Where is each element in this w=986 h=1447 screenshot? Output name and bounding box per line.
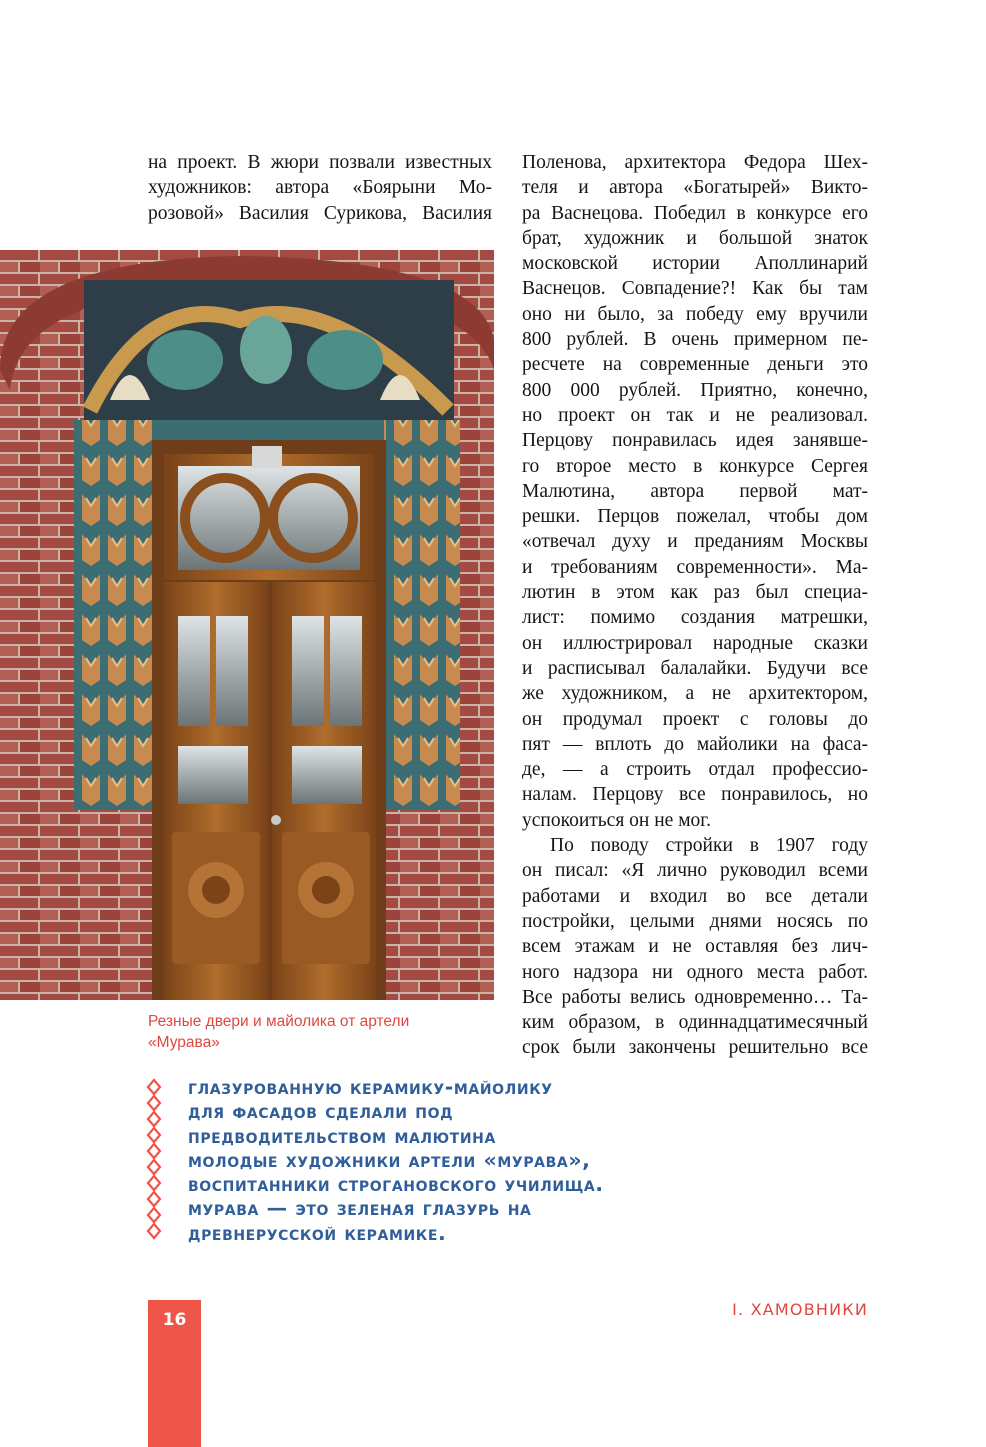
text-line: же художником, а не архитектором, <box>522 683 868 705</box>
quote-line: мурава — это зеленая глазурь на <box>188 1196 532 1221</box>
quote-line: предводительством малютина <box>188 1123 496 1148</box>
diamond-ornament-icon <box>146 1078 162 1244</box>
text-line: срок были закончены решительно все <box>522 1037 868 1059</box>
text-line: розовой» Василия Сурикова, Василия <box>148 202 492 224</box>
left-text-column <box>148 150 492 226</box>
text-line: на проект. В жюри позвали известных <box>148 152 492 173</box>
text-line: По поводу стройки в 1907 году <box>550 835 868 857</box>
quote-line: древнерусской керамике. <box>188 1220 447 1245</box>
text-line: Васнецов. Совпадение?! Как бы там <box>522 278 868 300</box>
text-line: ра Васнецова. Победил в конкурсе его <box>522 202 868 224</box>
text-line: он иллюстрировал народные сказки <box>522 632 868 654</box>
text-line: ресчете на современные деньги это <box>522 354 868 376</box>
text-line: всем этажам и не оставляя без лич- <box>522 936 868 958</box>
door-photo <box>0 250 494 1000</box>
text-line: успокоиться он не мог. <box>522 809 711 831</box>
text-line: и требованиям современности». Ма- <box>522 556 868 578</box>
text-line: ким образом, в одиннадцатимесячный <box>522 1012 868 1034</box>
text-line: работами и входил во все детали <box>522 885 868 907</box>
text-line: ного надзора ни одного места работ. <box>522 961 868 983</box>
text-line: Поленова, архитектора Федора Шех- <box>522 152 868 173</box>
text-line: го второе место в конкурсе Сергея <box>522 455 868 477</box>
text-line: 800 рублей. В очень примерном пе- <box>522 329 868 351</box>
text-line: теля и автора «Богатырей» Викто- <box>522 177 868 199</box>
text-line: художников: автора «Боярыни Мо- <box>148 177 492 199</box>
text-line: он писал: «Я лично руководил всеми <box>522 860 868 882</box>
text-line: 800 000 рублей. Приятно, конечно, <box>522 379 868 401</box>
text-line: и расписывал балалайки. Будучи все <box>522 657 868 679</box>
right-text-column <box>522 150 868 1061</box>
text-line: московской истории Аполлинарий <box>522 253 868 275</box>
text-line: «отвечал духу и преданиям Москвы <box>522 531 868 553</box>
text-line: налам. Перцову все понравилось, но <box>522 784 868 806</box>
quote-line: для фасадов сделали под <box>188 1099 454 1124</box>
text-line: решки. Перцов пожелал, чтобы дом <box>522 506 868 528</box>
text-line: брат, художник и большой знаток <box>522 227 868 249</box>
text-line: Перцову понравилась идея занявше- <box>522 430 868 452</box>
text-line: Малютина, автора первой мат- <box>522 480 868 502</box>
text-line: лист: помимо создания матрешки, <box>522 607 868 629</box>
running-head: I. ХАМОВНИКИ <box>732 1300 868 1319</box>
text-line: он продумал проект с головы до <box>522 708 868 730</box>
quote-line: молодые художники артели «мурава», <box>188 1147 591 1172</box>
quote-line: глазурованную керамику-майолику <box>188 1075 553 1099</box>
caption-line: «Мурава» <box>148 1034 220 1051</box>
text-line: постройки, целыми днями носясь по <box>522 910 868 932</box>
photo-caption <box>148 1011 468 1053</box>
text-line: но проект он так и не реализовал. <box>522 404 868 426</box>
text-line: оно ни было, за победу ему вручили <box>522 303 868 325</box>
page-number-tab <box>148 1300 201 1447</box>
pull-quote <box>188 1075 888 1245</box>
quote-line: воспитанники строгановского училища. <box>188 1172 604 1197</box>
page-number: 16 <box>162 1310 187 1330</box>
text-line: лютин в этом как раз был специа- <box>522 582 868 604</box>
text-line: пят — вплоть до майолики на фаса- <box>522 733 868 755</box>
caption-line: Резные двери и майолика от артели <box>148 1013 410 1030</box>
text-line: Все работы велись одновременно… Та- <box>522 986 868 1008</box>
text-line: де, — а строить отдал профессио- <box>522 759 868 781</box>
